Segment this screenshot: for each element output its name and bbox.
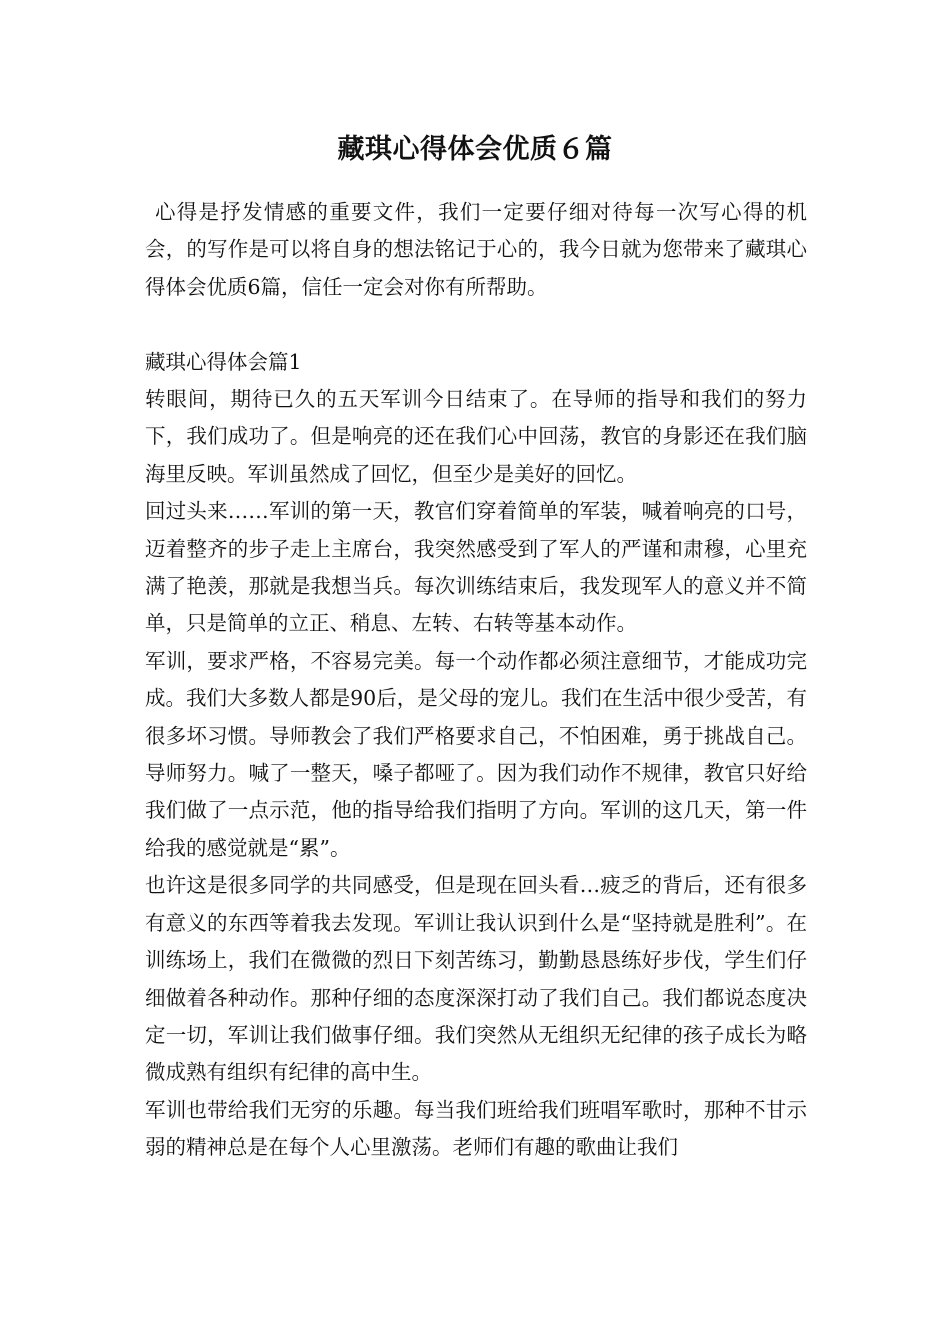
body-paragraph: 回过头来……军训的第一天，教官们穿着简单的军装，喊着响亮的口号，迈着整齐的步子走上主席台，我突然感受到了军人的严谨和肃穆，心里充满了艳羡，那就是我想当兵。每次训练结束后，我发现军人的意义并不简单，只是简单的立正、稍息、左转、右转等基本动作。	[145, 499, 807, 636]
intro-paragraph: 心得是抒发情感的重要文件，我们一定要仔细对待每一次写心得的机会，的写作是可以将自身的想法铭记于心的，我今日就为您带来了藏琪心得体会优质6篇，信任一定会对你有所帮助。	[145, 200, 807, 299]
body-paragraph: 也许这是很多同学的共同感受，但是现在回头看…疲乏的背后，还有很多有意义的东西等着我去发现。军训让我认识到什么是“坚持就是胜利”。在训练场上，我们在微微的烈日下刻苦练习，勤勤恳恳练好步伐，学生们仔细做着各种动作。那种仔细的态度深深打动了我们自己。我们都说态度决定一切，军训让我们做事仔细。我们突然从无组织无纪律的孩子成长为略微成熟有组织有纪律的高中生。	[145, 873, 807, 1085]
body-paragraph: 转眼间，期待已久的五天军训今日结束了。在导师的指导和我们的努力下，我们成功了。但是响亮的还在我们心中回荡，教官的身影还在我们脑海里反映。军训虽然成了回忆，但至少是美好的回忆。	[145, 387, 807, 486]
body-paragraph: 军训，要求严格，不容易完美。每一个动作都必须注意细节，才能成功完成。我们大多数人都是90后，是父母的宠儿。我们在生活中很少受苦，有很多坏习惯。导师教会了我们严格要求自己，不怕困难，勇于挑战自己。导师努力。喊了一整天，嗓子都哑了。因为我们动作不规律，教官只好给我们做了一点示范，他的指导给我们指明了方向。军训的这几天，第一件给我的感觉就是“累”。	[145, 648, 807, 860]
body-paragraph: 军训也带给我们无穷的乐趣。每当我们班给我们班唱军歌时，那种不甘示弱的精神总是在每个人心里激荡。老师们有趣的歌曲让我们	[145, 1097, 807, 1160]
section-heading: 藏琪心得体会篇1	[145, 349, 302, 374]
document-title: 藏琪心得体会优质６篇	[337, 134, 613, 165]
paragraph-spacer	[145, 306, 807, 343]
document-body	[145, 194, 807, 1167]
